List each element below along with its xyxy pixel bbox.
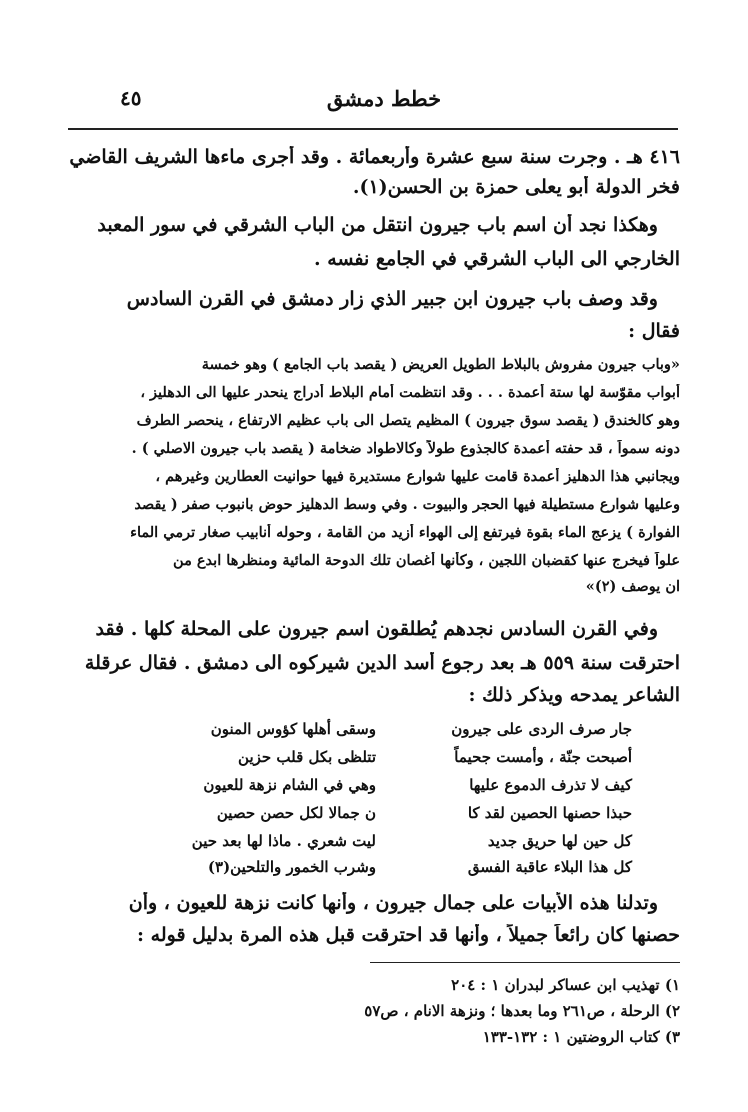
quote-line: دونه سمواً ، قد حفته أعمدة كالجذوع طولاً وكالاطواد ضخامة ( يقصد باب جيرون الاصلي ) . [131,440,680,457]
quote-line: ان يوصف (٢)» [585,578,680,595]
header-rule [68,128,678,130]
footnote: ٣) كتاب الروضتين ١ : ١٣٢-١٣٣ [482,1028,680,1046]
footnote: ١) تهذيب ابن عساكر لبدران ١ : ٢٠٤ [451,976,680,994]
text-line: الشاعر يمدحه ويذكر ذلك : [468,684,680,706]
text-line: وقد وصف باب جيرون ابن جبير الذي زار دمشق في القرن السادس [126,288,658,310]
text-line: احترقت سنة ٥٥٩ هـ بعد رجوع أسد الدين شيركوه الى دمشق . فقال عرقلة [84,652,680,674]
footnote: ٢) الرحلة ، ص٢٦١ وما بعدها ؛ ونزهة الانام ، ص٥٧ [364,1002,680,1020]
text-line: وتدلنا هذه الأبيات على جمال جيرون ، وأنها كانت نزهة للعيون ، وأن [128,892,658,914]
page-header [120,86,648,116]
quote-line: أبواب مقوّسة لها ستة أعمدة . . . وقد انتظمت أمام البلاط أدراج ينحدر عليها الى الدهليز ، [140,384,680,401]
quote-line: وهو كالخندق ( يقصد سوق جيرون ) المظيم يتصل الى باب عظيم الارتفاع ، ينحصر الطرف [136,412,680,429]
verse-first-hemistich: أصبحت جنّة ، وأمست جحيماً [454,748,632,766]
text-line: فقال : [628,320,680,342]
footnote-rule [370,962,680,963]
text-line: وهكذا نجد أن اسم باب جيرون انتقل من الباب الشرقي في سور المعبد [97,214,658,236]
verse-first-hemistich: حبذا حصنها الحصين لقد كا [467,804,632,822]
quote-line: علواً فيخرج عنها كقضبان اللجين ، وكأنها أغصان تلك الدوحة المائية ومنظرها ابدع من [173,552,680,569]
verse-first-hemistich: كيف لا تذرف الدموع عليها [469,776,632,794]
text-line: وفي القرن السادس نجدهم يُطلقون اسم جيرون على المحلة كلها . فقد [95,618,658,640]
verse-first-hemistich: جار صرف الردى على جيرون [451,720,632,738]
running-title: خطط دمشق [326,86,442,111]
verse-second-hemistich: ن جمالا لكل حصن حصين [216,804,376,822]
text-line: فخر الدولة أبو يعلى حمزة بن الحسن(١). [352,176,680,198]
quote-line: ويجانبي هذا الدهليز أعمدة قامت عليها شوارع مستديرة فيها حوانيت العطارين وغيرهم ، [155,468,680,485]
quote-line: الفوارة ) يزعج الماء بقوة فيرتفع إلى الهواء أزيد من القامة ، وحوله أنابيب صغار ترمي الماء [130,524,680,541]
verse-second-hemistich: وهي في الشام نزهة للعيون [203,776,376,794]
text-line: الخارجي الى الباب الشرقي في الجامع نفسه . [314,248,680,270]
verse-second-hemistich: وشرب الخمور والتلحين(٣) [207,858,376,876]
verse-second-hemistich: تتلظى بكل قلب حزين [238,748,376,766]
verse-second-hemistich: ليت شعري . ماذا لها بعد حين [191,832,376,850]
quote-line: «وباب جيرون مفروش بالبلاط الطويل العريض ( يقصد باب الجامع ) وهو خمسة [201,356,680,373]
text-line: حصنها كان رائعاً جميلاً ، وأنها قد احترقت قبل هذه المرة بدليل قوله : [137,924,680,946]
verse-second-hemistich: وسقى أهلها كؤوس المنون [210,720,376,738]
quote-line: وعليها شوارع مستطيلة فيها الحجر والبيوت . وفي وسط الدهليز حوض بانبوب صفر ( يقصد [134,496,680,513]
text-line: ٤١٦ هـ . وجرت سنة سبع عشرة وأربعمائة . وقد أجرى ماءها الشريف القاضي [69,146,680,168]
verse-first-hemistich: كل هذا البلاء عاقبة الفسق [467,858,632,876]
verse-first-hemistich: كل حين لها حريق جديد [487,832,632,850]
page-number: ٤٥ [120,86,142,110]
